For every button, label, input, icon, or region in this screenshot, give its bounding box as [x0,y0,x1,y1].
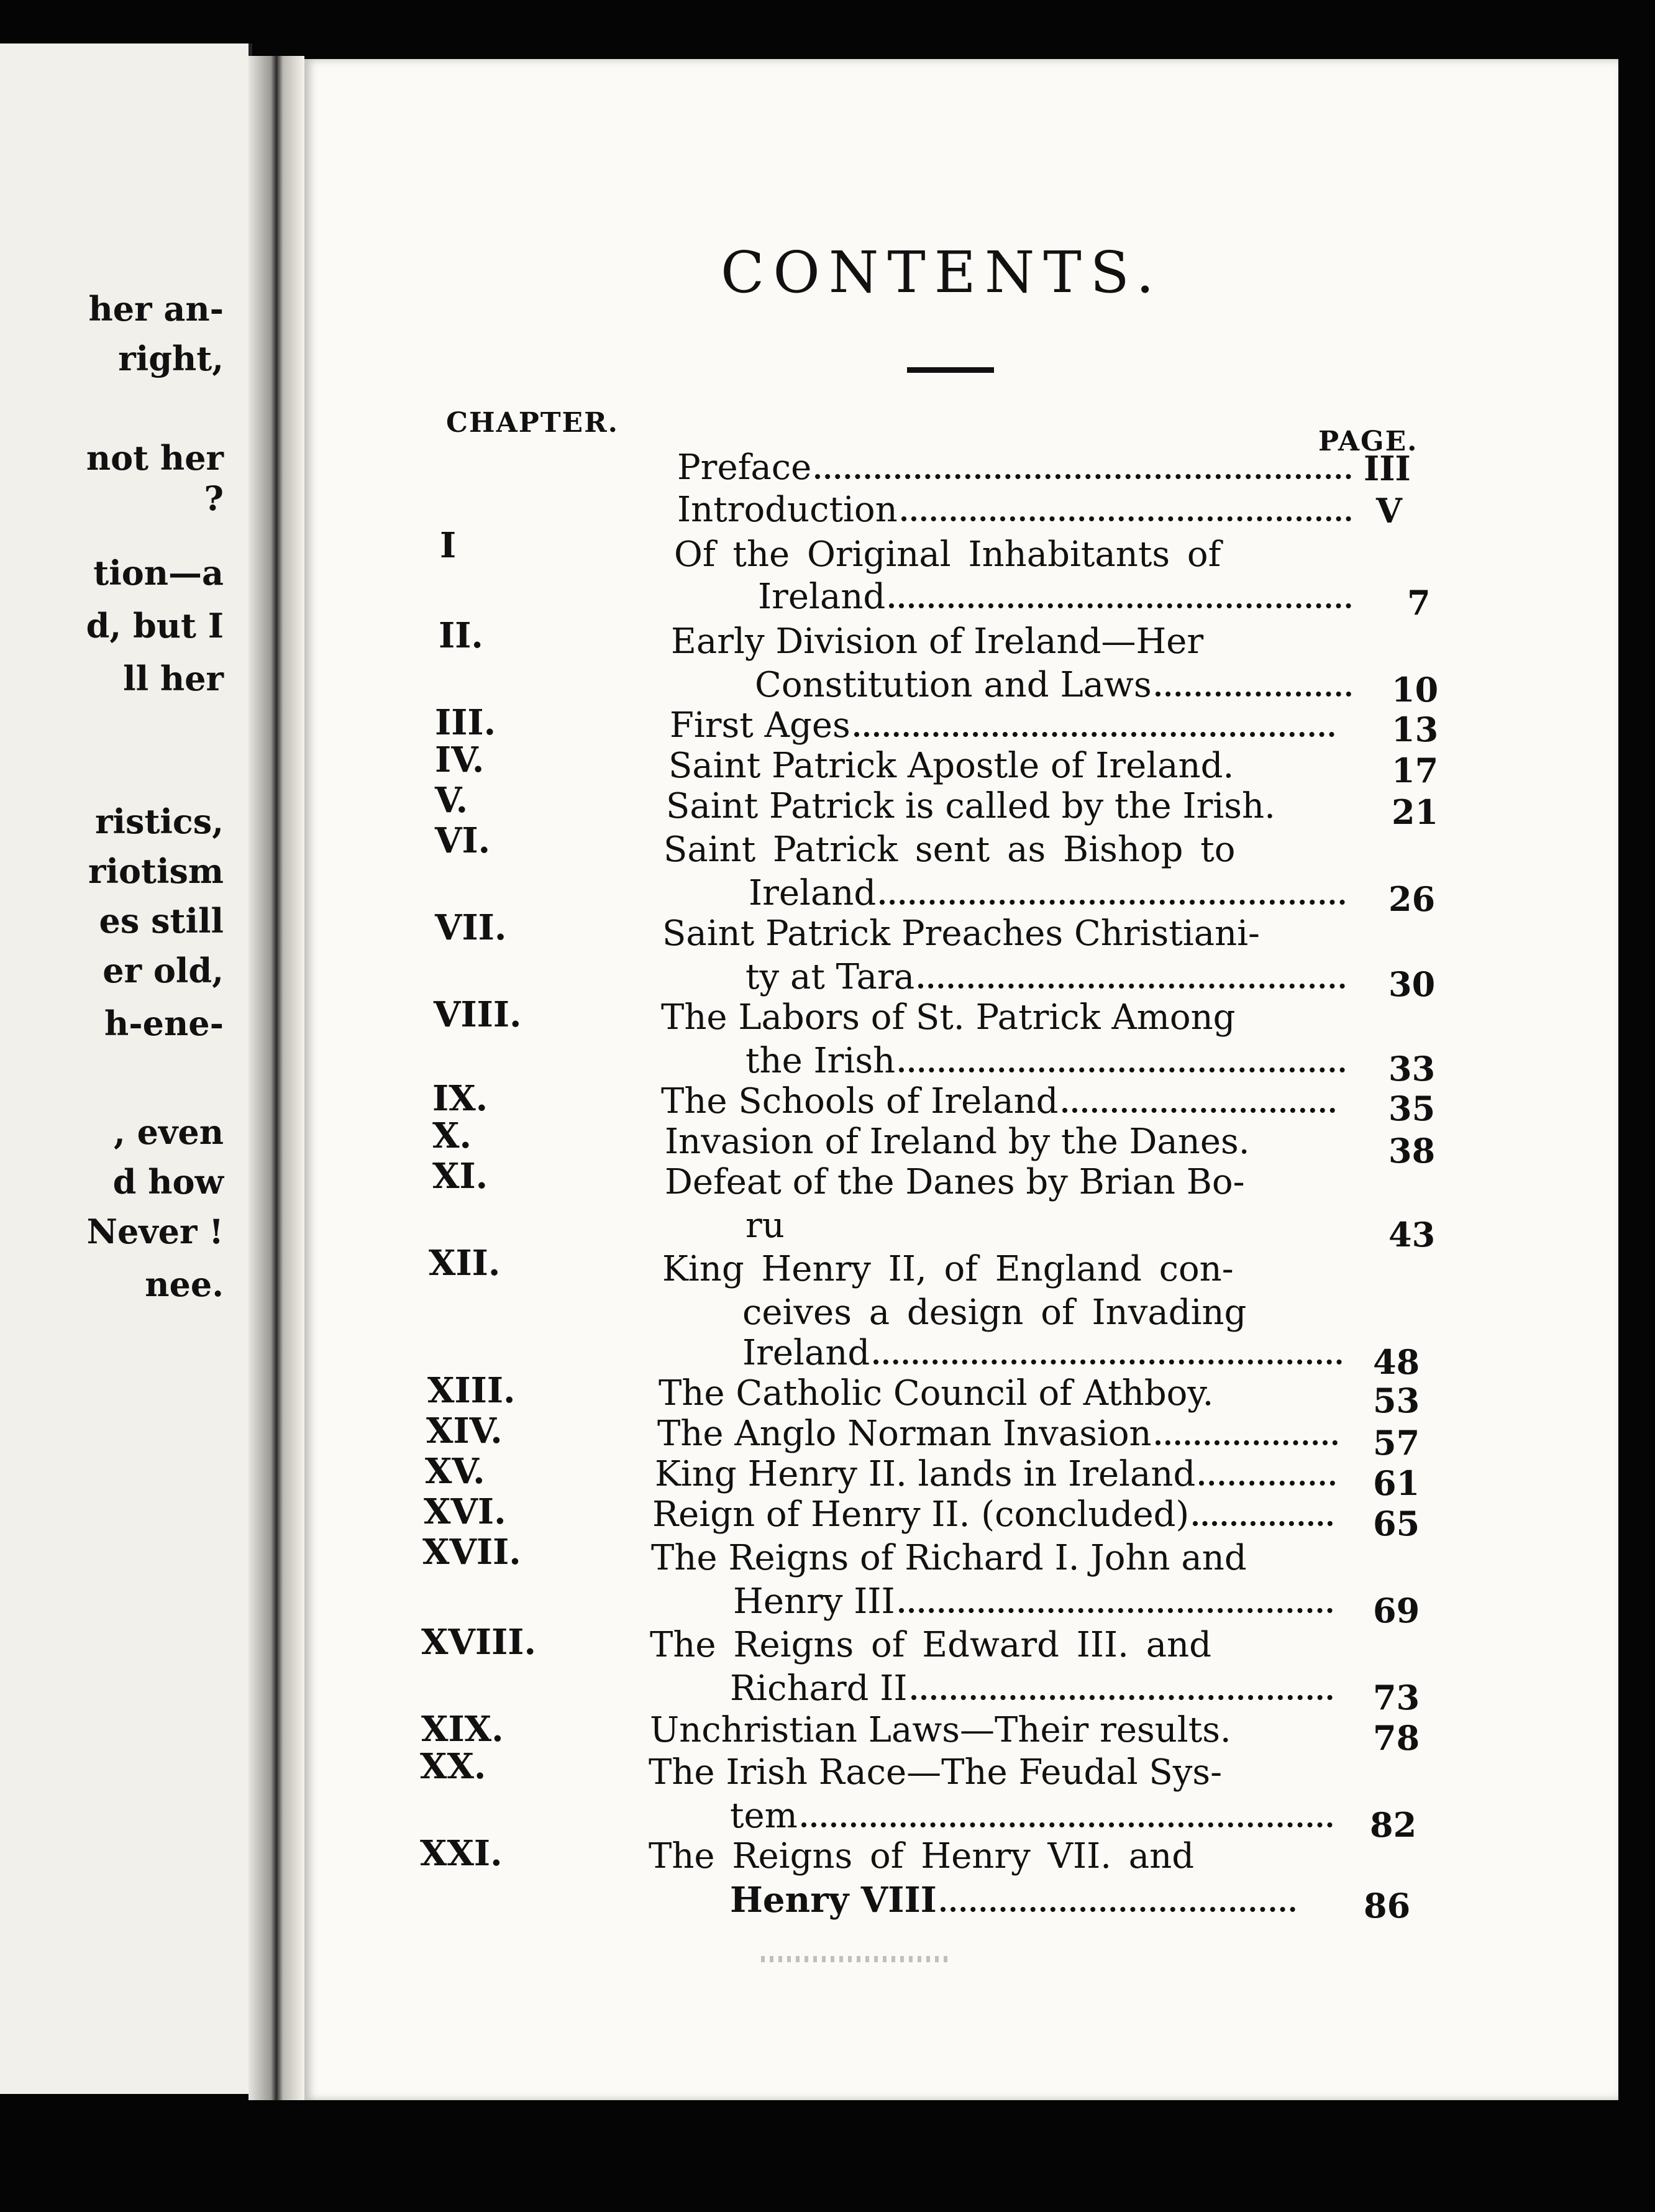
chapter-number: XIII. [427,1370,516,1411]
dot-leader [880,893,1345,905]
entry-text: The Reigns of Edward III. and [650,1625,1211,1665]
toc-entry-title [650,1710,1333,1750]
entry-text: Reign of Henry II. (concluded) [652,1494,1190,1535]
toc-entry-page: III [1364,449,1411,488]
chapter-number: VII. [435,907,507,948]
entry-text: The Schools of Ireland [661,1081,1059,1122]
toc-entry-title [659,1373,1329,1414]
entry-text: Saint Patrick sent as Bishop to [663,830,1236,870]
left-text-fragment: ll her [123,659,224,698]
toc-entry-title [657,1414,1344,1454]
entry-text: Invasion of Ireland by the Danes. [665,1122,1250,1162]
entry-text: Of the Original Inhabitants of [674,534,1221,575]
dot-leader [911,1689,1333,1700]
toc-entry-page: 30 [1388,964,1436,1004]
toc-entry-page: 86 [1364,1886,1411,1926]
chapter-number: VI. [435,820,491,861]
left-text-fragment: right, [118,339,224,378]
dot-leader [899,1061,1345,1072]
toc-entry-title [650,1625,1315,1665]
entry-text: The Irish Race—The Feudal Sys- [649,1752,1223,1793]
left-text-fragment: nee. [145,1264,224,1304]
toc-entry-page: 78 [1373,1718,1420,1758]
toc-entry-title [742,1333,1348,1373]
left-text-fragment: d how [112,1162,224,1202]
entry-text: Introduction [677,490,898,530]
entry-text: the Irish [745,1041,896,1081]
chapter-number: XVI. [424,1491,506,1532]
dot-leader [918,977,1345,989]
chapter-number: XIX. [421,1709,504,1750]
toc-entry-title [749,873,1351,913]
toc-entry-title [745,1205,932,1246]
left-text-fragment: h-ene- [104,1003,224,1043]
chapter-number: XXI. [420,1833,503,1874]
entry-text: First Ages [670,705,850,746]
toc-entry-page: 17 [1392,751,1439,790]
dot-leader [1193,1515,1333,1526]
entry-text: The Labors of St. Patrick Among [661,997,1236,1038]
title-divider [907,367,994,373]
toc-entry-title [661,1081,1341,1122]
entry-text: The Reigns of Henry VII. and [649,1836,1195,1876]
toc-entry-title [665,1122,1336,1162]
entry-text: Saint Patrick Preaches Christiani- [662,913,1260,954]
chapter-number: IX. [432,1078,488,1119]
toc-entry-page: 43 [1388,1215,1436,1255]
dot-leader [815,468,1351,479]
print-smudge [761,1956,947,1962]
toc-entry-page: 10 [1392,670,1439,710]
left-text-fragment: d, but I [86,606,224,646]
chapter-number: XII. [429,1243,501,1284]
toc-entry-page: 33 [1388,1049,1436,1089]
chapter-number: V. [435,780,468,821]
chapter-number: XVII. [422,1532,521,1573]
toc-entry-title [666,786,1337,826]
toc-entry-title [730,1796,1339,1836]
chapter-number: I [440,525,457,566]
toc-entry-title [745,957,1351,997]
dot-leader [1156,1434,1338,1445]
chapter-number: X. [432,1115,472,1156]
chapter-number: III. [435,702,496,743]
toc-entry-page: 21 [1392,792,1439,832]
chapter-number: XI. [432,1156,488,1197]
toc-entry-title [652,1494,1339,1535]
toc-entry-title [733,1581,1339,1622]
toc-entry-title [671,621,1329,662]
entry-text: Constitution and Laws [755,665,1152,705]
left-text-fragment: her an- [88,289,224,329]
left-text-fragment: er old, [103,951,224,990]
entry-text: The Anglo Norman Invasion [657,1414,1152,1454]
toc-entry-page: 26 [1388,879,1436,919]
entry-text: Ireland [742,1333,870,1373]
toc-entry-title [677,447,1357,488]
dot-leader [889,597,1351,608]
entry-text: ceives a design of Invading [742,1292,1247,1333]
entry-text: Henry III [733,1581,895,1622]
left-page-edge [0,43,252,2094]
chapter-number: XX. [420,1746,486,1787]
toc-entry-page: 13 [1392,710,1439,749]
toc-entry-page: 53 [1373,1381,1420,1420]
toc-entry-page: 35 [1388,1089,1436,1128]
left-text-fragment: Never ! [86,1212,224,1251]
left-text-fragment: not her [86,438,224,478]
dot-leader [854,726,1334,737]
left-text-fragment: riotism [88,851,224,891]
chapter-number: IV. [435,739,485,780]
toc-entry-page: V [1376,491,1402,531]
toc-entry-title [661,997,1332,1038]
chapter-number: XIV. [426,1410,503,1451]
dot-leader [1062,1102,1335,1113]
toc-entry-page: 69 [1373,1591,1420,1630]
toc-entry-title [755,665,1357,705]
toc-entry-page: 82 [1370,1805,1417,1845]
entry-text: Henry VIII [730,1880,937,1921]
entry-text: ru [745,1205,785,1246]
toc-entry-title [758,577,1357,617]
dot-leader [901,510,1351,521]
chapter-number: XVIII. [421,1622,536,1663]
entry-text: Early Division of Ireland—Her [671,621,1204,662]
toc-entry-title [674,534,1333,575]
left-text-fragment: es still [99,901,224,941]
dot-leader [801,1816,1333,1827]
entry-text: Ireland [758,577,886,617]
entry-text: Defeat of the Danes by Brian Bo- [665,1162,1245,1202]
toc-entry-title [662,913,1333,954]
entry-text: Preface [677,447,812,488]
left-text-fragment: , even [114,1112,224,1152]
left-text-fragment: ristics, [95,802,224,841]
dot-leader [873,1353,1342,1364]
toc-entry-title [745,1041,1351,1081]
toc-entry-title [649,1752,1332,1793]
entry-text: King Henry II, of England con- [662,1249,1234,1289]
left-text-fragment: tion—a [93,553,224,593]
toc-entry-title [677,490,1357,530]
dot-leader [1199,1474,1335,1486]
entry-text: tem [730,1796,798,1836]
toc-entry-title [668,746,1339,786]
chapter-column-header: CHAPTER. [446,407,619,439]
toc-entry-page: 61 [1373,1463,1420,1503]
toc-entry-title [742,1292,1311,1333]
toc-entry-title [662,1249,1327,1289]
entry-text: Saint Patrick Apostle of Ireland. [668,746,1234,786]
entry-text: Richard II [730,1668,908,1709]
entry-text: Saint Patrick is called by the Irish. [666,786,1275,826]
page-column-header: PAGE. [1318,426,1418,457]
dot-leader [899,1602,1333,1613]
toc-entry-title [649,1836,1298,1876]
entry-text: King Henry II. lands in Ireland [655,1454,1196,1494]
toc-entry-page: 57 [1373,1423,1420,1463]
book-spine [248,56,304,2100]
entry-text: The Catholic Council of Athboy. [659,1373,1214,1414]
chapter-number: VIII. [434,994,522,1035]
entry-text: The Reigns of Richard I. John and [651,1538,1247,1578]
toc-entry-title [730,1880,1302,1921]
toc-entry-title [670,705,1341,746]
chapter-number: XV. [425,1451,485,1492]
toc-entry-page: 65 [1373,1504,1420,1543]
toc-entry-page: 38 [1388,1131,1436,1171]
toc-entry-title [730,1668,1339,1709]
chapter-number: II. [439,615,483,656]
entry-text: Unchristian Laws—Their results. [650,1710,1231,1750]
toc-entry-title [663,830,1319,870]
toc-entry-title [655,1454,1341,1494]
dot-leader [941,1901,1295,1912]
toc-entry-page: 73 [1373,1678,1420,1717]
toc-entry-page: 7 [1407,583,1431,623]
toc-entry-page: 48 [1373,1342,1420,1382]
page-title: CONTENTS. [721,239,1163,306]
entry-text: ty at Tara [745,957,915,997]
toc-entry-title [665,1162,1336,1202]
entry-text: Ireland [749,873,877,913]
left-text-fragment: ? [204,478,224,518]
dot-leader [1156,685,1351,697]
toc-entry-title [651,1538,1328,1578]
